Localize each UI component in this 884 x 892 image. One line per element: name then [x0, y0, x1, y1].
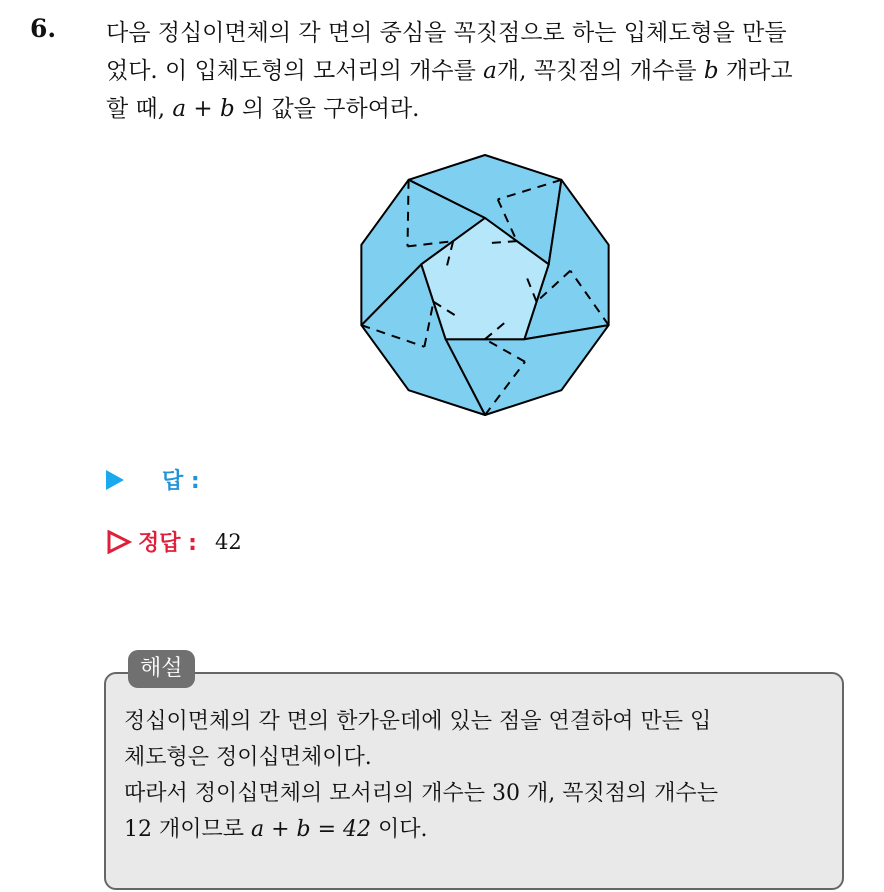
- question-number: 6.: [30, 14, 57, 43]
- solution-tab: 해설: [128, 650, 195, 688]
- question-text: [106, 14, 866, 128]
- expression-a-plus-b: a + b: [172, 96, 235, 122]
- solution-line-4: [124, 812, 824, 848]
- correct-answer-label: 정답 :: [138, 531, 197, 556]
- correct-answer-value: 42: [214, 529, 242, 554]
- question-line-1: 다음 정십이면체의 각 면의 중심을 꼭짓점으로 하는 입체도형을 만들: [106, 20, 787, 46]
- answer-label: 답 :: [162, 469, 200, 494]
- solution-line-3: 따라서 정이십면체의 모서리의 개수는 30 개, 꼭짓점의 개수는: [124, 781, 718, 806]
- dodecahedron-figure: [350, 150, 620, 420]
- variable-b: b: [703, 58, 719, 84]
- solution-text: [124, 704, 824, 848]
- question-line-2-part-c: 개라고: [718, 58, 793, 84]
- question-line-2: [106, 52, 866, 90]
- outline-triangle-icon: [106, 530, 132, 554]
- question-line-3-part-b: 의 값을 구하여라.: [234, 96, 420, 122]
- play-triangle-icon: [106, 470, 124, 490]
- question-line-3: [106, 90, 866, 128]
- solution-line-2: 체도형은 정이십면체이다.: [124, 745, 372, 770]
- answer-row: [106, 464, 200, 495]
- variable-a: a: [483, 58, 497, 84]
- dodecahedron-icon: [350, 150, 620, 420]
- solution-line-1: 정십이면체의 각 면의 한가운데에 있는 점을 연결하여 만든 입: [124, 709, 712, 734]
- correct-answer-row: [106, 526, 242, 557]
- solution-line-4-part-b: 이다.: [371, 817, 428, 842]
- question-line-2-part-a: 었다. 이 입체도형의 모서리의 개수를: [106, 58, 484, 84]
- solution-expression: a + b = 42: [251, 817, 372, 842]
- question-line-3-part-a: 할 때,: [106, 96, 173, 122]
- question-line-2-part-b: 개, 꼭짓점의 개수를: [496, 58, 704, 84]
- solution-line-4-part-a: 12 개이므로: [124, 817, 251, 842]
